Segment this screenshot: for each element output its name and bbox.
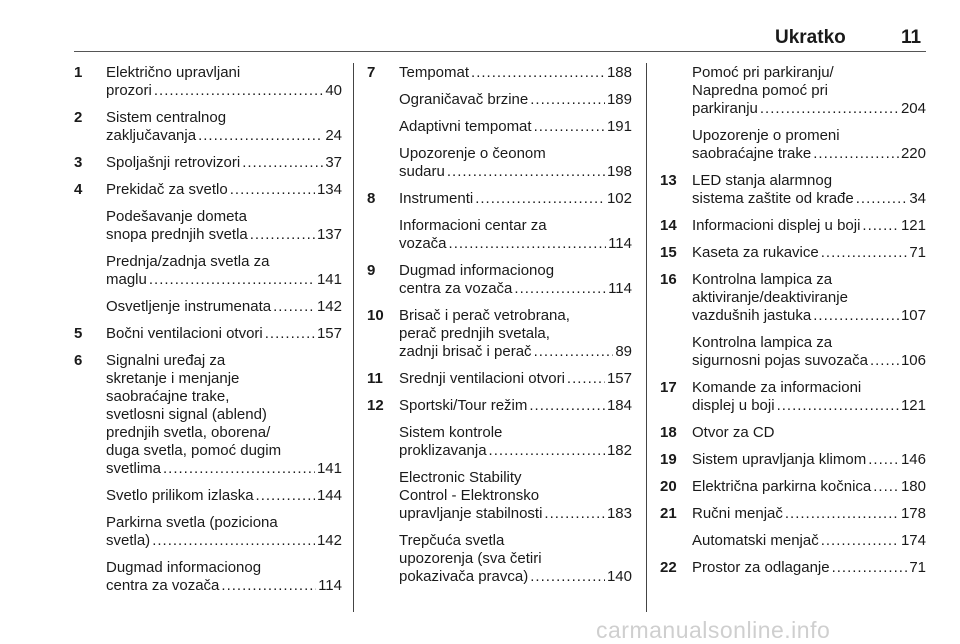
callout-number: 5: [74, 325, 83, 342]
entry-leader-line: [106, 298, 342, 316]
dot-leader: [230, 181, 315, 199]
entry-leader-line: [399, 64, 632, 82]
dot-leader: [265, 325, 315, 343]
dot-leader: [785, 505, 899, 523]
entry-text: Automatski menjač: [692, 532, 819, 549]
column-divider: [646, 63, 647, 612]
entry-text-line: Pomoć pri parkiranju/: [692, 64, 834, 81]
entry-text-line: Kontrolna lampica za: [692, 334, 833, 351]
entry-text-line: Otvor za CD: [692, 424, 775, 441]
index-entry: [660, 64, 926, 118]
dot-leader: [832, 559, 908, 577]
index-column-1: [74, 64, 342, 604]
callout-number: 2: [74, 109, 83, 126]
entry-text: Sistem upravljanja klimom: [692, 451, 867, 468]
index-entry: [367, 64, 632, 82]
entry-text-line: Komande za informacioni: [692, 379, 862, 396]
callout-number: 7: [367, 64, 376, 81]
page-reference: 141: [316, 460, 342, 477]
callout-number: 11: [367, 370, 383, 387]
entry-text-line: aktiviranje/deaktiviranje: [692, 289, 848, 306]
page-reference: 220: [900, 145, 926, 162]
callout-number: 17: [660, 379, 677, 396]
entry-text-line: perač prednjih svetala,: [399, 325, 550, 342]
entry-leader-line: [692, 190, 926, 208]
entry-text-line: prednjih svetla, oborena/: [106, 424, 271, 441]
dot-leader: [250, 226, 315, 244]
index-entry: [660, 505, 926, 523]
entry-text-line: duga svetla, pomoć dugim: [106, 442, 282, 459]
entry-text-line: Upozorenje o čeonom: [399, 145, 546, 162]
page-reference: 189: [606, 91, 632, 108]
page-reference: 180: [900, 478, 926, 495]
page-reference: 188: [606, 64, 632, 81]
callout-number: 6: [74, 352, 83, 369]
entry-text-line: Trepčuća svetla: [399, 532, 505, 549]
page-reference: 24: [325, 127, 342, 144]
entry-text: Srednji ventilacioni otvori: [399, 370, 565, 387]
index-entry: [367, 397, 632, 415]
entry-leader-line: [692, 352, 926, 370]
callout-number: 12: [367, 397, 384, 414]
index-entry: [660, 532, 926, 550]
dot-leader: [273, 298, 315, 316]
entry-text-line: Podešavanje dometa: [106, 208, 247, 225]
entry-leader-line: [106, 460, 342, 478]
page-reference: 184: [606, 397, 632, 414]
callout-number: 14: [660, 217, 677, 234]
index-entry: [367, 532, 632, 586]
index-entry: [660, 451, 926, 469]
page-reference: 114: [608, 235, 632, 252]
callout-number: 15: [660, 244, 677, 261]
index-entry: [660, 424, 926, 442]
page-reference: 134: [316, 181, 342, 198]
index-entry: [660, 478, 926, 496]
dot-leader: [149, 271, 315, 289]
index-entry: [367, 262, 632, 298]
entry-leader-line: [399, 343, 632, 361]
page-reference: 106: [900, 352, 926, 369]
entry-text: Sportski/Tour režim: [399, 397, 528, 414]
entry-text: Tempomat: [399, 64, 470, 81]
entry-text: zaključavanja: [106, 127, 197, 144]
header-rule: [74, 51, 926, 52]
entry-text-line: Dugmad informacionog: [106, 559, 262, 576]
entry-text: Spoljašnji retrovizori: [106, 154, 241, 171]
dot-leader: [198, 127, 323, 145]
page-reference: 204: [900, 100, 926, 117]
index-entry: [74, 253, 342, 289]
index-entry: [660, 559, 926, 577]
entry-leader-line: [692, 559, 926, 577]
page-reference: 114: [318, 577, 342, 594]
entry-leader-line: [692, 397, 926, 415]
entry-leader-line: [399, 280, 632, 298]
index-entry: [660, 172, 926, 208]
entry-leader-line: [106, 325, 342, 343]
callout-number: 20: [660, 478, 677, 495]
dot-leader: [163, 460, 315, 478]
dot-leader: [868, 451, 899, 469]
entry-leader-line: [106, 181, 342, 199]
page-reference: 183: [606, 505, 632, 522]
dot-leader: [221, 577, 316, 595]
entry-text: Ručni menjač: [692, 505, 783, 522]
dot-leader: [449, 235, 607, 253]
page-reference: 121: [900, 397, 926, 414]
page-reference: 34: [909, 190, 926, 207]
entry-leader-line: [399, 442, 632, 460]
entry-leader-line: [399, 118, 632, 136]
entry-leader-line: [106, 487, 342, 505]
page-reference: 198: [606, 163, 632, 180]
page-reference: 140: [606, 568, 632, 585]
page-reference: 89: [615, 343, 632, 360]
page-title: Ukratko: [775, 27, 846, 48]
dot-leader: [813, 145, 899, 163]
index-column-3: [660, 64, 926, 586]
entry-leader-line: [692, 478, 926, 496]
entry-text-line: LED stanja alarmnog: [692, 172, 833, 189]
entry-leader-line: [399, 370, 632, 388]
page-reference: 121: [900, 217, 926, 234]
dot-leader: [154, 82, 323, 100]
entry-leader-line: [399, 568, 632, 586]
callout-number: 21: [660, 505, 677, 522]
entry-leader-line: [692, 217, 926, 235]
index-entry: [74, 559, 342, 595]
entry-text-line: svetlosni signal (ablend): [106, 406, 267, 423]
page-reference: 107: [900, 307, 926, 324]
page-reference: 144: [316, 487, 342, 504]
entry-text: maglu: [106, 271, 147, 288]
entry-leader-line: [106, 532, 342, 550]
entry-leader-line: [692, 100, 926, 118]
page-reference: 146: [900, 451, 926, 468]
callout-number: 1: [74, 64, 83, 81]
entry-text-line: Signalni uređaj za: [106, 352, 226, 369]
index-entry: [74, 487, 342, 505]
entry-text: vazdušnih jastuka: [692, 307, 812, 324]
page-reference: 114: [608, 280, 632, 297]
entry-leader-line: [106, 271, 342, 289]
index-entry: [74, 352, 342, 478]
entry-text-line: Electronic Stability: [399, 469, 522, 486]
index-entry: [74, 325, 342, 343]
entry-leader-line: [106, 577, 342, 595]
index-entry: [74, 514, 342, 550]
entry-text-line: Dugmad informacionog: [399, 262, 555, 279]
entry-text-line: Sistem kontrole: [399, 424, 503, 441]
entry-leader-line: [399, 397, 632, 415]
page-reference: 182: [606, 442, 632, 459]
entry-leader-line: [106, 154, 342, 172]
dot-leader: [862, 217, 899, 235]
entry-text: sigurnosni pojas suvozača: [692, 352, 868, 369]
entry-leader-line: [399, 91, 632, 109]
entry-text-line: Napredna pomoć pri: [692, 82, 828, 99]
entry-text: saobraćajne trake: [692, 145, 812, 162]
dot-leader: [447, 163, 605, 181]
index-entry: [660, 334, 926, 370]
page-reference: 142: [316, 298, 342, 315]
dot-leader: [870, 352, 899, 370]
entry-text: Informacioni displej u boji: [692, 217, 861, 234]
entry-text-line: Prednja/zadnja svetla za: [106, 253, 270, 270]
dot-leader: [152, 532, 315, 550]
entry-text: displej u boji: [692, 397, 775, 414]
entry-leader-line: [106, 82, 342, 100]
entry-text: Kaseta za rukavice: [692, 244, 819, 261]
entry-text: prozori: [106, 82, 152, 99]
dot-leader: [760, 100, 899, 118]
index-entry: [660, 379, 926, 415]
entry-text: centra za vozača: [399, 280, 513, 297]
entry-text-line: saobraćajne trake,: [106, 388, 230, 405]
entry-text: pokazivača pravca): [399, 568, 529, 585]
entry-text: Svetlo prilikom izlaska: [106, 487, 254, 504]
entry-text-line: Električno upravljani: [106, 64, 241, 81]
dot-leader: [475, 190, 605, 208]
entry-leader-line: [692, 145, 926, 163]
entry-text: Električna parkirna kočnica: [692, 478, 872, 495]
index-entry: [660, 244, 926, 262]
entry-leader-line: [692, 532, 926, 550]
entry-leader-line: [399, 505, 632, 523]
callout-number: 8: [367, 190, 376, 207]
dot-leader: [530, 91, 605, 109]
index-entry: [660, 127, 926, 163]
entry-text: sudaru: [399, 163, 445, 180]
entry-text-line: Brisač i perač vetrobrana,: [399, 307, 570, 324]
page-reference: 137: [316, 226, 342, 243]
page-reference: 71: [909, 559, 926, 576]
dot-leader: [242, 154, 323, 172]
entry-text: Adaptivni tempomat: [399, 118, 532, 135]
index-column-2: [367, 64, 632, 595]
index-entry: [74, 181, 342, 199]
column-divider: [353, 63, 354, 612]
dot-leader: [544, 505, 605, 523]
entry-text-line: Informacioni centar za: [399, 217, 547, 234]
entry-leader-line: [106, 127, 342, 145]
page-reference: 178: [900, 505, 926, 522]
page-reference: 174: [900, 532, 926, 549]
page-reference: 157: [606, 370, 632, 387]
entry-leader-line: [692, 505, 926, 523]
page-number: 11: [901, 27, 922, 48]
entry-text: Ograničavač brzine: [399, 91, 529, 108]
dot-leader: [821, 532, 899, 550]
entry-text: Instrumenti: [399, 190, 474, 207]
index-entry: [367, 370, 632, 388]
index-entry: [367, 145, 632, 181]
dot-leader: [567, 370, 605, 388]
entry-text: parkiranju: [692, 100, 758, 117]
callout-number: 19: [660, 451, 677, 468]
entry-leader-line: [399, 235, 632, 253]
page-reference: 141: [316, 271, 342, 288]
entry-text: Bočni ventilacioni otvori: [106, 325, 263, 342]
index-entry: [367, 91, 632, 109]
callout-number: 3: [74, 154, 83, 171]
index-entry: [367, 217, 632, 253]
dot-leader: [534, 118, 605, 136]
index-entry: [74, 109, 342, 145]
entry-leader-line: [692, 307, 926, 325]
entry-leader-line: [106, 226, 342, 244]
index-entry: [74, 298, 342, 316]
entry-text: upravljanje stabilnosti: [399, 505, 543, 522]
dot-leader: [471, 64, 605, 82]
index-entry: [660, 217, 926, 235]
index-entry: [367, 469, 632, 523]
dot-leader: [813, 307, 899, 325]
callout-number: 4: [74, 181, 83, 198]
page-reference: 142: [316, 532, 342, 549]
callout-number: 13: [660, 172, 677, 189]
dot-leader: [514, 280, 606, 298]
callout-number: 22: [660, 559, 677, 576]
dot-leader: [489, 442, 605, 460]
index-entry: [74, 208, 342, 244]
index-entry: [367, 307, 632, 361]
index-entry: [367, 118, 632, 136]
entry-text: Prekidač za svetlo: [106, 181, 228, 198]
dot-leader: [873, 478, 899, 496]
entry-text-line: skretanje i menjanje: [106, 370, 240, 387]
entry-leader-line: [399, 163, 632, 181]
entry-text-line: Kontrolna lampica za: [692, 271, 833, 288]
page-reference: 40: [325, 82, 342, 99]
dot-leader: [534, 343, 614, 361]
page-reference: 71: [909, 244, 926, 261]
entry-leader-line: [692, 244, 926, 262]
callout-number: 9: [367, 262, 376, 279]
entry-text-line: upozorenja (sva četiri: [399, 550, 542, 567]
entry-text: vozača: [399, 235, 447, 252]
page-reference: 102: [606, 190, 632, 207]
dot-leader: [529, 397, 605, 415]
callout-number: 10: [367, 307, 384, 324]
entry-text: centra za vozača: [106, 577, 220, 594]
entry-text: svetlima: [106, 460, 162, 477]
entry-text: proklizavanja: [399, 442, 487, 459]
index-entry: [367, 190, 632, 208]
entry-text: snopa prednjih svetla: [106, 226, 248, 243]
page-reference: 37: [325, 154, 342, 171]
entry-text-line: Parkirna svetla (poziciona: [106, 514, 278, 531]
entry-leader-line: [399, 190, 632, 208]
dot-leader: [256, 487, 315, 505]
entry-text: Osvetljenje instrumenata: [106, 298, 272, 315]
page-reference: 191: [606, 118, 632, 135]
callout-number: 16: [660, 271, 677, 288]
entry-text: svetla): [106, 532, 151, 549]
watermark: carmanualsonline.info: [596, 617, 831, 643]
index-entry: [660, 271, 926, 325]
page-reference: 157: [316, 325, 342, 342]
entry-text: Prostor za odlaganje: [692, 559, 830, 576]
dot-leader: [821, 244, 908, 262]
dot-leader: [777, 397, 899, 415]
entry-text-line: Upozorenje o promeni: [692, 127, 840, 144]
entry-text: sistema zaštite od krađe: [692, 190, 854, 207]
index-entry: [367, 424, 632, 460]
entry-leader-line: [692, 451, 926, 469]
entry-text: zadnji brisač i perač: [399, 343, 532, 360]
dot-leader: [856, 190, 908, 208]
callout-number: 18: [660, 424, 677, 441]
index-entry: [74, 154, 342, 172]
entry-text-line: Sistem centralnog: [106, 109, 227, 126]
index-entry: [74, 64, 342, 100]
dot-leader: [530, 568, 605, 586]
entry-text-line: Control - Elektronsko: [399, 487, 540, 504]
